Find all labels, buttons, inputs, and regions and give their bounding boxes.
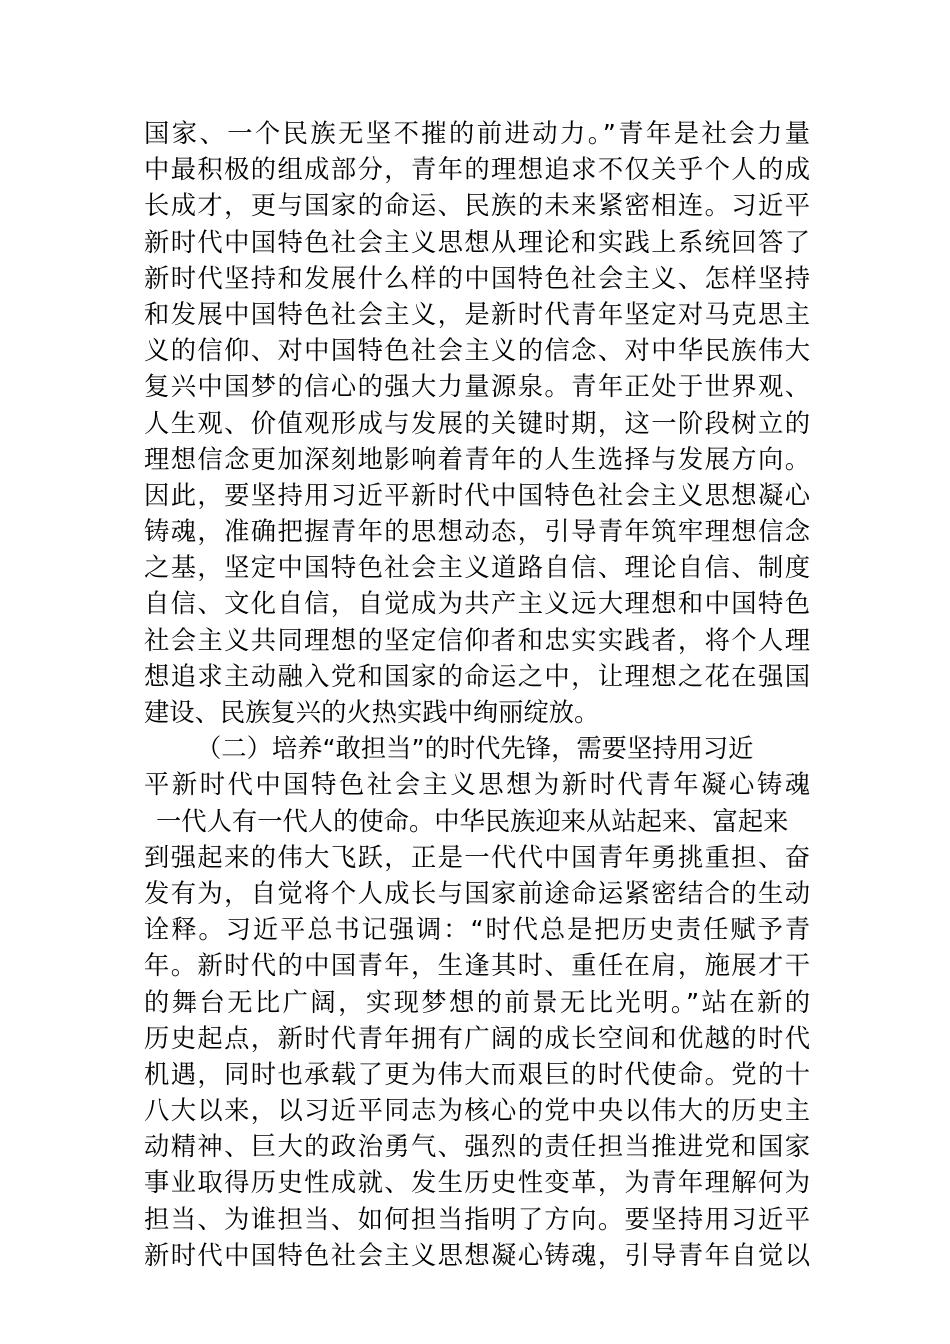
text-line-8: 复兴中国梦的信心的强大力量源泉。青年正处于世界观、 [144,372,810,402]
text-line-25: 的舞台无比广阔，实现梦想的前景无比光明。”站在新的 [144,987,810,1017]
text-line-15: 社会主义共同理想的坚定信仰者和忠实实践者，将个人理 [144,625,810,655]
body-text [144,116,810,1274]
text-line-24: 年。新时代的中国青年，生逢其时、重任在肩，施展才干 [144,951,810,981]
text-line-11: 因此，要坚持用习近平新时代中国特色社会主义思想凝心 [144,480,810,510]
text-line-1: 国家、一个民族无坚不摧的前进动力。”青年是社会力量 [144,119,810,148]
text-line-6: 和发展中国特色社会主义，是新时代青年坚定对马克思主 [144,299,810,329]
text-line-10: 理想信念更加深刻地影响着青年的人生选择与发展方向。 [144,444,810,474]
text-line-20: 一代人有一代人的使命。中华民族迎来从站起来、富起来 [156,806,789,836]
text-line-2: 中最积极的组成部分，青年的理想追求不仅关乎个人的成 [144,155,810,185]
text-line-9: 人生观、价值观形成与发展的关键时期，这一阶段树立的 [144,408,810,438]
text-line-13: 之基，坚定中国特色社会主义道路自信、理论自信、制度 [144,553,810,583]
text-line-22: 发有为，自觉将个人成长与国家前途命运紧密结合的生动 [144,878,810,908]
text-line-31: 担当、为谁担当、如何担当指明了方向。要坚持用习近平 [144,1204,810,1234]
text-line-28: 八大以来，以习近平同志为核心的党中央以伟大的历史主 [144,1096,810,1126]
text-line-23: 诠释。习近平总书记强调：“时代总是把历史责任赋予青 [144,915,810,945]
section-heading-line-1: （二）培养“敢担当”的时代先锋，需要坚持用习近 [196,734,754,764]
text-line-14: 自信、文化自信，自觉成为共产主义远大理想和中国特色 [144,589,810,619]
text-line-26: 历史起点，新时代青年拥有广阔的成长空间和优越的时代 [144,1023,810,1053]
section-heading-line-2: 平新时代中国特色社会主义思想为新时代青年凝心铸魂 [144,770,810,800]
text-line-7: 义的信仰、对中国特色社会主义的信念、对中华民族伟大 [144,336,810,366]
text-line-27: 机遇，同时也承载了更为伟大而艰巨的时代使命。党的十 [144,1059,810,1089]
text-line-32: 新时代中国特色社会主义思想凝心铸魂，引导青年自觉以 [144,1240,810,1270]
text-line-30: 事业取得历史性成就、发生历史性变革，为青年理解何为 [144,1168,810,1198]
text-line-4: 新时代中国特色社会主义思想从理论和实践上系统回答了 [144,227,810,257]
text-line-16: 想追求主动融入党和国家的命运之中，让理想之花在强国 [144,661,810,691]
text-line-5: 新时代坚持和发展什么样的中国特色社会主义、怎样坚持 [144,263,810,293]
text-line-21: 到强起来的伟大飞跃，正是一代代中国青年勇挑重担、奋 [144,842,810,872]
text-line-29: 动精神、巨大的政治勇气、强烈的责任担当推进党和国家 [144,1132,810,1162]
text-line-17: 建设、民族复兴的火热实践中绚丽绽放。 [144,698,600,727]
text-line-12: 铸魂，准确把握青年的思想动态，引导青年筑牢理想信念 [144,517,810,547]
text-line-3: 长成才，更与国家的命运、民族的未来紧密相连。习近平 [144,191,810,221]
